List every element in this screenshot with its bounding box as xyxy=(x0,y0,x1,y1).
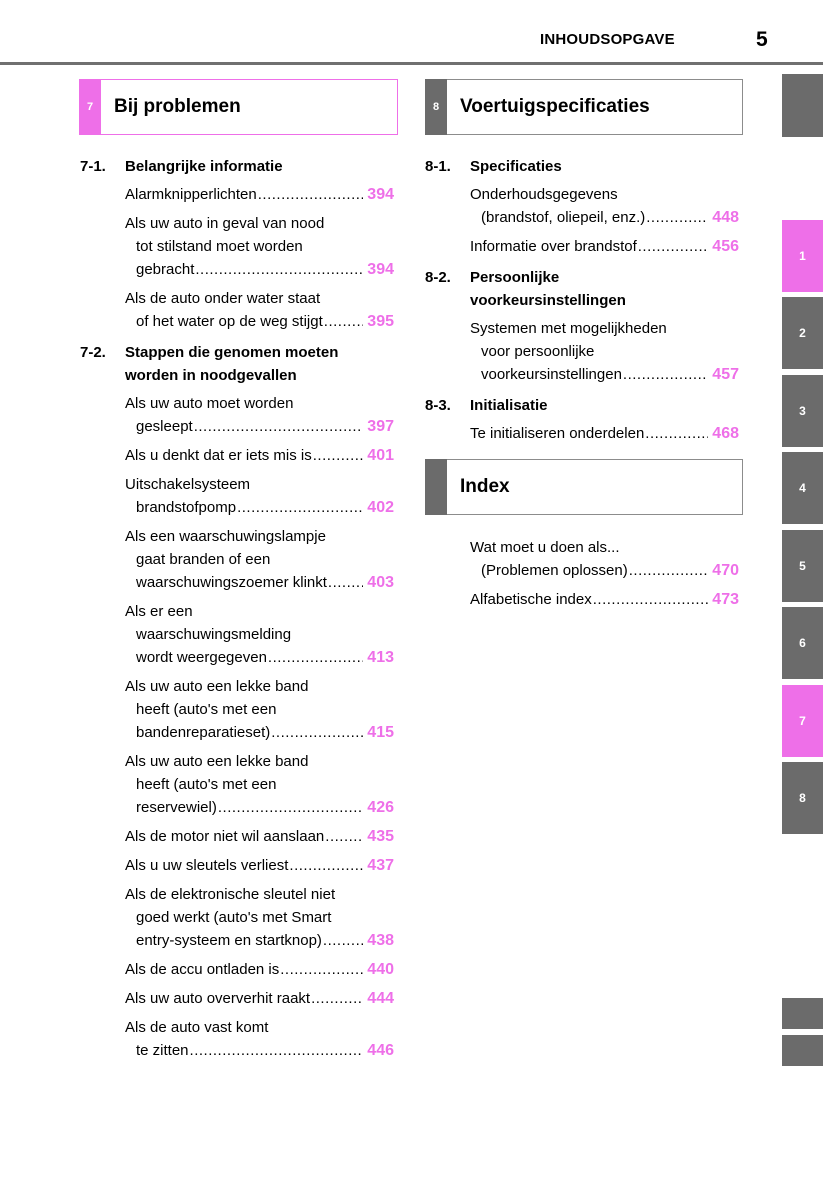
toc-entry-last-line xyxy=(470,235,739,258)
toc-entry[interactable] xyxy=(80,600,394,669)
page-ref[interactable]: 394 xyxy=(367,261,394,278)
toc-entry-text: waarschuwingszoemer klinkt xyxy=(136,574,327,591)
dot-leader xyxy=(313,444,364,467)
page-ref[interactable]: 426 xyxy=(367,799,394,816)
toc-entry-text: Als uw auto oververhit raakt xyxy=(125,990,311,1007)
toc-entry[interactable] xyxy=(80,750,394,819)
page-ref[interactable]: 470 xyxy=(712,562,739,579)
category-number: 8-2. xyxy=(425,269,451,286)
dot-leader xyxy=(289,854,363,877)
toc-entry[interactable] xyxy=(80,883,394,952)
page-ref[interactable]: 444 xyxy=(367,990,394,1007)
dot-leader xyxy=(646,206,708,229)
toc-entry-last-line xyxy=(470,588,739,611)
toc-entry-last-line xyxy=(125,721,394,744)
toc-entry[interactable] xyxy=(425,183,739,229)
page-ref[interactable]: 397 xyxy=(367,418,394,435)
dot-leader xyxy=(268,646,363,669)
toc-entry-last-line xyxy=(470,422,739,445)
toc-category xyxy=(425,394,739,417)
side-tab-7[interactable]: 7 xyxy=(782,685,823,757)
category-title: Persoonlijke xyxy=(470,269,560,286)
toc-entry[interactable] xyxy=(80,825,394,848)
toc-entry[interactable] xyxy=(80,1016,394,1062)
toc-entry-last-line xyxy=(125,310,394,333)
dot-leader xyxy=(593,588,709,611)
page-ref[interactable]: 457 xyxy=(712,366,739,383)
toc-entry-text: Als de elektronische sleutel niet xyxy=(125,886,336,903)
page-ref[interactable]: 456 xyxy=(712,238,739,255)
toc-category xyxy=(80,341,394,387)
toc-entry[interactable] xyxy=(425,536,739,582)
index-toc xyxy=(425,536,739,611)
side-tab-1[interactable]: 1 xyxy=(782,220,823,292)
toc-entry-text: brandstofpomp xyxy=(136,499,237,516)
page-ref[interactable]: 448 xyxy=(712,209,739,226)
section-8-header xyxy=(425,79,743,135)
side-tab-8[interactable]: 8 xyxy=(782,762,823,834)
category-title: voorkeursinstellingen xyxy=(470,292,626,309)
toc-entry-text: heeft (auto's met een xyxy=(136,776,277,793)
toc-entry-last-line xyxy=(125,258,394,281)
category-number: 7-2. xyxy=(80,344,106,361)
toc-entry-last-line xyxy=(470,559,739,582)
toc-entry-text: Als de auto onder water staat xyxy=(125,290,321,307)
toc-category xyxy=(80,155,394,178)
category-number: 8-1. xyxy=(425,158,451,175)
toc-entry-text: Alfabetische index xyxy=(470,591,592,608)
toc-entry-last-line xyxy=(470,206,739,229)
dot-leader xyxy=(195,258,363,281)
toc-entry-text: reservewiel) xyxy=(136,799,217,816)
toc-category xyxy=(425,266,739,312)
toc-entry-text: gesleept xyxy=(136,418,193,435)
toc-entry-text: Als uw auto in geval van nood xyxy=(125,215,325,232)
page-ref[interactable]: 401 xyxy=(367,447,394,464)
dot-leader xyxy=(645,422,708,445)
dot-leader xyxy=(638,235,709,258)
side-tab-blank[interactable] xyxy=(782,998,823,1029)
toc-entry[interactable] xyxy=(80,987,394,1010)
toc-entry-text: goed werkt (auto's met Smart xyxy=(136,909,332,926)
dot-leader xyxy=(280,958,363,981)
section-7-number: 7 xyxy=(79,79,101,135)
toc-entry-last-line xyxy=(125,987,394,1010)
page-ref[interactable]: 438 xyxy=(367,932,394,949)
page-ref[interactable]: 468 xyxy=(712,425,739,442)
category-title: Initialisatie xyxy=(470,397,548,414)
category-title: worden in noodgevallen xyxy=(125,367,297,384)
dot-leader xyxy=(258,183,364,206)
toc-entry-last-line xyxy=(125,825,394,848)
index-title: Index xyxy=(460,476,510,497)
toc-entry-last-line xyxy=(125,571,394,594)
toc-entry-text: Als er een xyxy=(125,603,193,620)
toc-entry-last-line xyxy=(125,958,394,981)
toc-entry-text: Alarmknipperlichten xyxy=(125,186,257,203)
toc-entry[interactable] xyxy=(80,287,394,333)
toc-entry[interactable] xyxy=(80,392,394,438)
toc-entry-text: (Problemen oplossen) xyxy=(481,562,628,579)
toc-entry-text: Systemen met mogelijkheden xyxy=(470,320,667,337)
toc-entry-text: heeft (auto's met een xyxy=(136,701,277,718)
toc-entry-text: (brandstof, oliepeil, enz.) xyxy=(481,209,646,226)
page-ref[interactable]: 473 xyxy=(712,591,739,608)
toc-entry-text: bandenreparatieset) xyxy=(136,724,271,741)
category-title: Specificaties xyxy=(470,158,562,175)
toc-entry-last-line xyxy=(125,796,394,819)
side-tab-blank[interactable] xyxy=(782,74,823,137)
toc-entry[interactable] xyxy=(80,854,394,877)
side-tab-2[interactable]: 2 xyxy=(782,297,823,369)
toc-entry[interactable] xyxy=(80,958,394,981)
toc-entry-text: Als uw auto een lekke band xyxy=(125,753,309,770)
index-header xyxy=(425,459,743,515)
toc-entry-last-line xyxy=(125,929,394,952)
toc-entry-text: of het water op de weg stijgt xyxy=(136,313,323,330)
dot-leader xyxy=(271,721,363,744)
side-tab-blank[interactable] xyxy=(782,1035,823,1066)
toc-entry[interactable] xyxy=(425,317,739,386)
page-ref[interactable]: 395 xyxy=(367,313,394,330)
toc-entry-text: gebracht xyxy=(136,261,195,278)
toc-entry-last-line xyxy=(125,444,394,467)
toc-entry-text: tot stilstand moet worden xyxy=(136,238,303,255)
page-ref[interactable]: 446 xyxy=(367,1042,394,1059)
page-ref[interactable]: 437 xyxy=(367,857,394,874)
dot-leader xyxy=(237,496,363,519)
toc-entry[interactable] xyxy=(425,588,739,611)
side-tab-5[interactable]: 5 xyxy=(782,530,823,602)
toc-entry-text: Onderhoudsgegevens xyxy=(470,186,618,203)
toc-entry[interactable] xyxy=(80,212,394,281)
toc-entry-text: Als de accu ontladen is xyxy=(125,961,280,978)
dot-leader xyxy=(629,559,709,582)
dot-leader xyxy=(324,310,364,333)
dot-leader xyxy=(311,987,363,1010)
header-rule xyxy=(0,62,823,65)
side-tab-6[interactable]: 6 xyxy=(782,607,823,679)
page-number: 5 xyxy=(756,28,768,51)
toc-entry-text: waarschuwingsmelding xyxy=(136,626,292,643)
index-strip xyxy=(425,459,447,515)
toc-entry[interactable] xyxy=(80,444,394,467)
category-title: Stappen die genomen moeten xyxy=(125,344,339,361)
page-ref[interactable]: 394 xyxy=(367,186,394,203)
toc-entry[interactable] xyxy=(425,422,739,445)
toc-entry[interactable] xyxy=(80,525,394,594)
page-ref[interactable]: 440 xyxy=(367,961,394,978)
toc-entry-text: entry-systeem en startknop) xyxy=(136,932,322,949)
page-ref[interactable]: 415 xyxy=(367,724,394,741)
toc-entry-text: Als u uw sleutels verliest xyxy=(125,857,289,874)
toc-entry-text: wordt weergegeven xyxy=(136,649,267,666)
toc-entry[interactable] xyxy=(80,675,394,744)
dot-leader xyxy=(190,1039,364,1062)
toc-entry-text: Als u denkt dat er iets mis is xyxy=(125,447,312,464)
toc-entry-text: te zitten xyxy=(136,1042,189,1059)
side-tab-4[interactable]: 4 xyxy=(782,452,823,524)
toc-entry-text: Informatie over brandstof xyxy=(470,238,637,255)
toc-entry-text: Wat moet u doen als... xyxy=(470,539,620,556)
dot-leader xyxy=(323,929,363,952)
toc-entry-text: voor persoonlijke xyxy=(481,343,595,360)
dot-leader xyxy=(325,825,363,848)
section-7-title: Bij problemen xyxy=(114,96,241,117)
toc-entry-text: gaat branden of een xyxy=(136,551,271,568)
header-title: INHOUDSOPGAVE xyxy=(540,31,675,48)
page-ref[interactable]: 403 xyxy=(367,574,394,591)
dot-leader xyxy=(328,571,363,594)
page-ref[interactable]: 402 xyxy=(367,499,394,516)
toc-entry-last-line xyxy=(125,1039,394,1062)
toc-entry-text: Als de motor niet wil aanslaan xyxy=(125,828,325,845)
dot-leader xyxy=(218,796,363,819)
toc-entry-text: voorkeursinstellingen xyxy=(481,366,622,383)
page-ref[interactable]: 413 xyxy=(367,649,394,666)
toc-entry-last-line xyxy=(125,854,394,877)
toc-entry-last-line xyxy=(125,496,394,519)
toc-entry-last-line xyxy=(470,363,739,386)
toc-entry-text: Als een waarschuwingslampje xyxy=(125,528,326,545)
toc-entry[interactable] xyxy=(425,235,739,258)
section-8-toc xyxy=(425,155,739,445)
toc-entry-last-line xyxy=(125,183,394,206)
section-8-title: Voertuigspecificaties xyxy=(460,96,650,117)
toc-category xyxy=(425,155,739,178)
section-7-header xyxy=(79,79,398,135)
toc-entry-text: Als de auto vast komt xyxy=(125,1019,269,1036)
category-number: 7-1. xyxy=(80,158,106,175)
section-8-number: 8 xyxy=(425,79,447,135)
toc-entry-text: Te initialiseren onderdelen xyxy=(470,425,645,442)
toc-entry-last-line xyxy=(125,415,394,438)
toc-entry-text: Als uw auto een lekke band xyxy=(125,678,309,695)
toc-entry-text: Als uw auto moet worden xyxy=(125,395,294,412)
dot-leader xyxy=(194,415,364,438)
toc-entry[interactable] xyxy=(80,473,394,519)
category-number: 8-3. xyxy=(425,397,451,414)
category-title: Belangrijke informatie xyxy=(125,158,283,175)
toc-entry-text: Uitschakelsysteem xyxy=(125,476,251,493)
toc-entry-last-line xyxy=(125,646,394,669)
toc-entry[interactable] xyxy=(80,183,394,206)
side-tab-3[interactable]: 3 xyxy=(782,375,823,447)
dot-leader xyxy=(623,363,708,386)
section-7-toc xyxy=(80,155,394,1062)
page-ref[interactable]: 435 xyxy=(367,828,394,845)
